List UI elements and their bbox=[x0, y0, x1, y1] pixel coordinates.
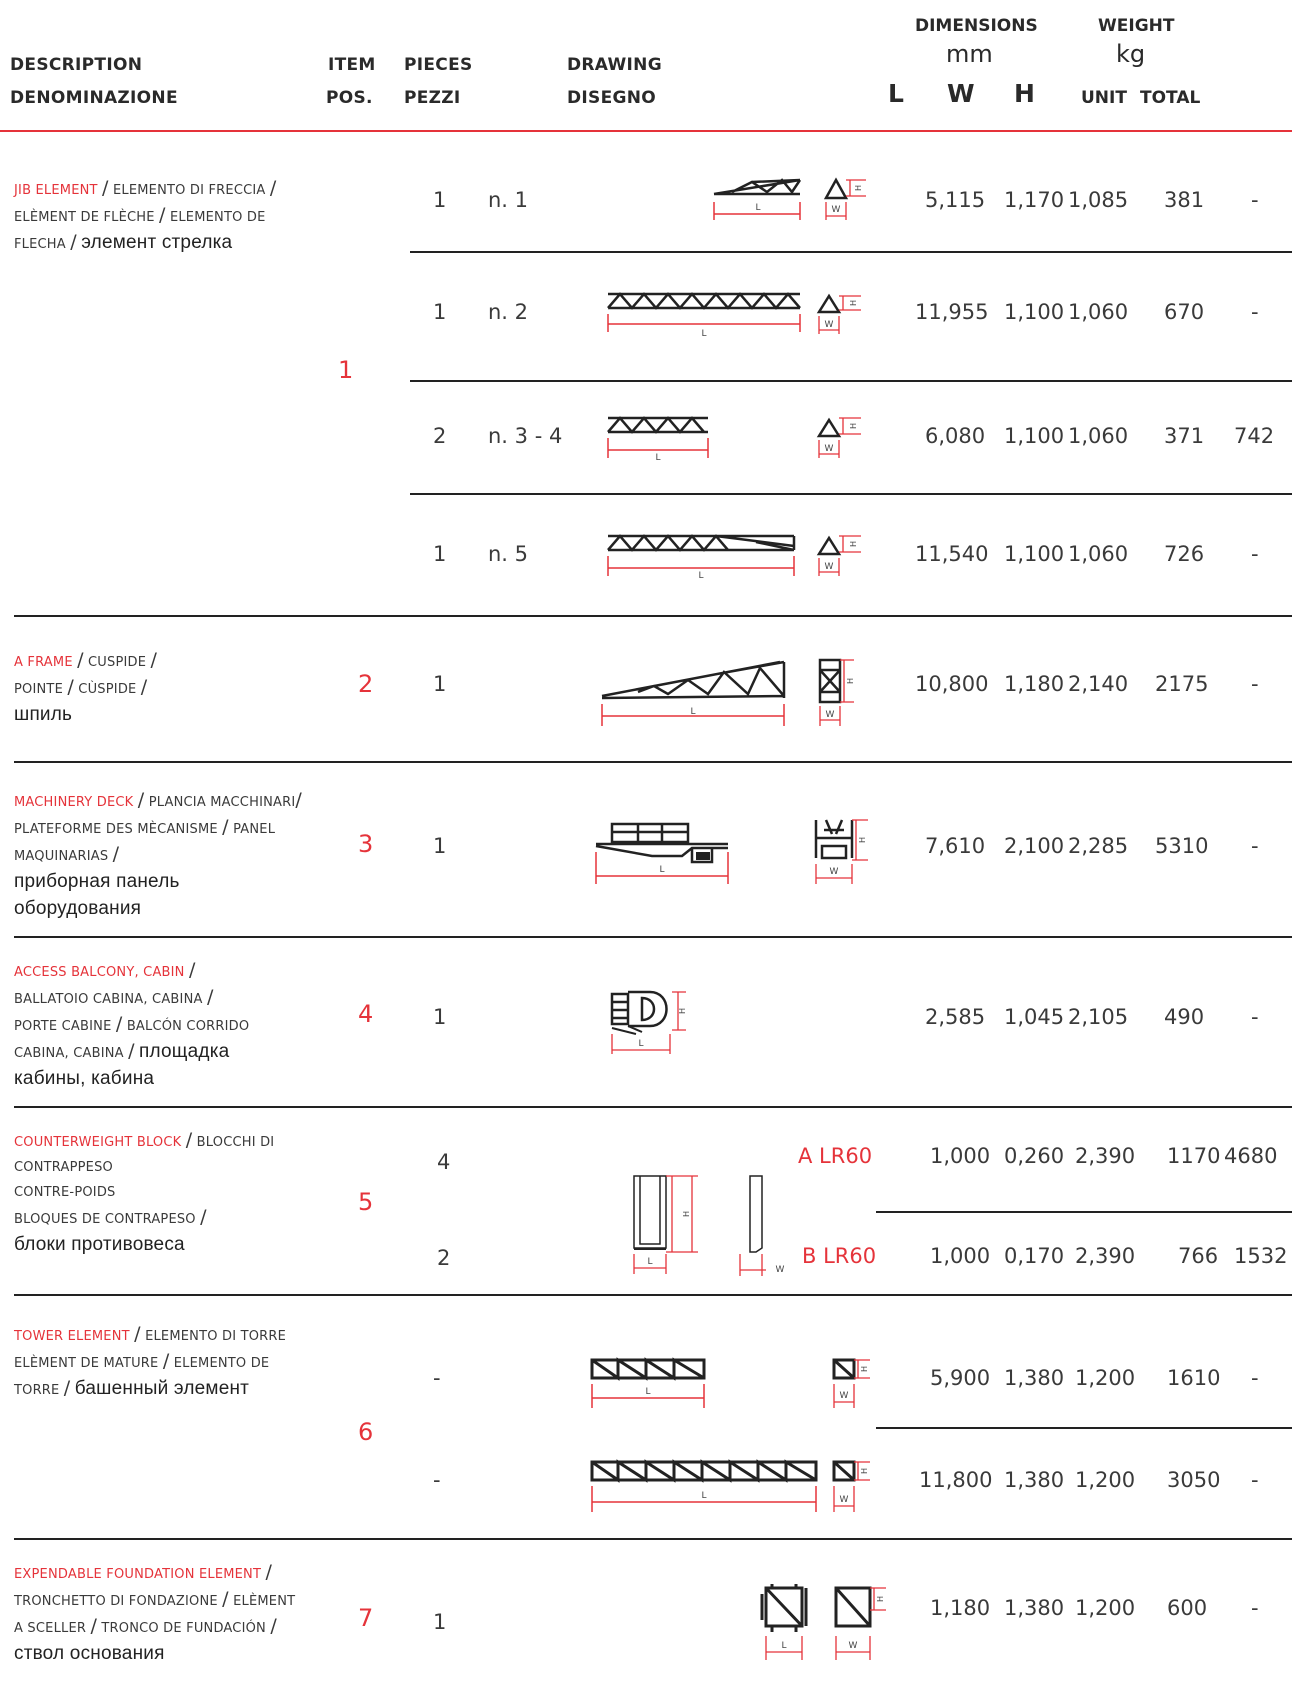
item-pos: 7 bbox=[358, 1604, 374, 1632]
height-cell: 1,060 bbox=[1068, 424, 1129, 448]
total-weight-cell: - bbox=[1251, 542, 1259, 566]
pieces-cell: 1 bbox=[433, 1005, 447, 1029]
height-cell: 2,140 bbox=[1068, 672, 1129, 696]
unit-weight-cell: 600 bbox=[1167, 1596, 1208, 1620]
svg-text:L: L bbox=[701, 329, 707, 339]
total-weight-cell: - bbox=[1251, 834, 1259, 858]
width-cell: 1,380 bbox=[1004, 1468, 1065, 1492]
ref-cell: A LR60 bbox=[798, 1144, 873, 1168]
length-cell: 11,800 bbox=[919, 1468, 993, 1492]
svg-text:L: L bbox=[645, 1387, 651, 1397]
item-divider bbox=[14, 936, 1292, 938]
svg-text:H: H bbox=[849, 422, 858, 430]
pieces-cell: 1 bbox=[433, 834, 447, 858]
a-frame-section-drawing bbox=[816, 656, 872, 728]
item-divider bbox=[14, 761, 1292, 763]
unit-weight-cell: 5310 bbox=[1155, 834, 1209, 858]
length-cell: 11,540 bbox=[915, 542, 989, 566]
svg-text:W: W bbox=[824, 320, 834, 330]
header-pos: POS. bbox=[326, 88, 373, 108]
svg-text:L: L bbox=[647, 1257, 653, 1267]
svg-text:W: W bbox=[839, 1391, 849, 1401]
svg-text:W: W bbox=[825, 710, 835, 720]
pieces-cell: 1 bbox=[433, 188, 447, 212]
pieces-cell: 2 bbox=[433, 424, 447, 448]
width-cell: 1,180 bbox=[1004, 672, 1065, 696]
item-description: MACHINERY DECK / PLANCIA MACCHINARI/ PLATEFORME DES MÈCANISME / PANEL MAQUINARIAS / приборная панель оборудования bbox=[14, 789, 302, 919]
item-description: A FRAME / CUSPIDE / POINTE / CÙSPIDE / шпиль bbox=[14, 649, 158, 725]
height-cell: 2,105 bbox=[1068, 1005, 1129, 1029]
header-weight-unit: kg bbox=[1116, 40, 1146, 68]
height-cell: 2,390 bbox=[1075, 1244, 1136, 1268]
machinery-deck-section-drawing bbox=[812, 816, 872, 886]
jib-element-5-section-drawing bbox=[815, 532, 865, 578]
header-weight: WEIGHT bbox=[1098, 16, 1175, 36]
unit-weight-cell: 670 bbox=[1164, 300, 1205, 324]
width-cell: 1,100 bbox=[1004, 542, 1065, 566]
length-cell: 1,000 bbox=[930, 1144, 991, 1168]
pieces-cell: 1 bbox=[433, 542, 447, 566]
item-description: ACCESS BALCONY, CABIN / BALLATOIO CABINA, CABINA / PORTE CABINE / BALCÓN CORRIDO CABINA, CABINA / площадка кабины, кабина bbox=[14, 959, 250, 1089]
ref-cell: B LR60 bbox=[802, 1244, 877, 1268]
machinery-deck-side-drawing bbox=[592, 816, 738, 886]
unit-weight-cell: 3050 bbox=[1167, 1468, 1221, 1492]
total-weight-cell: - bbox=[1251, 672, 1259, 696]
total-weight-cell: - bbox=[1251, 1468, 1259, 1492]
total-weight-cell: - bbox=[1251, 1005, 1259, 1029]
header-dimensions-unit: mm bbox=[946, 40, 993, 68]
length-cell: 5,900 bbox=[930, 1366, 991, 1390]
length-cell: 7,610 bbox=[925, 834, 986, 858]
total-weight-cell: 742 bbox=[1234, 424, 1275, 448]
svg-text:H: H bbox=[678, 1007, 687, 1015]
total-weight-cell: - bbox=[1251, 300, 1259, 324]
svg-text:H: H bbox=[858, 836, 867, 844]
height-cell: 1,060 bbox=[1068, 542, 1129, 566]
unit-weight-cell: 726 bbox=[1164, 542, 1205, 566]
svg-text:L: L bbox=[655, 453, 661, 463]
item-divider bbox=[14, 1294, 1292, 1296]
a-frame-side-drawing bbox=[598, 656, 788, 728]
ref-cell: n. 3 - 4 bbox=[488, 424, 563, 448]
jib-element-3-4-side-drawing bbox=[606, 414, 710, 463]
header-pieces: PIECES bbox=[404, 55, 473, 75]
width-cell: 0,260 bbox=[1004, 1144, 1065, 1168]
access-balcony-cabin-drawing bbox=[606, 984, 710, 1054]
header-pezzi: PEZZI bbox=[404, 88, 461, 108]
pieces-cell: 4 bbox=[437, 1150, 451, 1174]
total-weight-cell: 4680 bbox=[1224, 1144, 1278, 1168]
item-description: TOWER ELEMENT / ELEMENTO DI TORRE ELÈMENT DE MATURE / ELEMENTO DE TORRE / башенный элемент bbox=[14, 1323, 287, 1399]
foundation-element-side-drawing bbox=[758, 1580, 818, 1670]
svg-text:W: W bbox=[839, 1495, 849, 1505]
unit-weight-cell: 490 bbox=[1164, 1005, 1205, 1029]
svg-text:H: H bbox=[846, 677, 855, 685]
jib-element-1-side-drawing bbox=[712, 176, 802, 224]
unit-weight-cell: 1170 bbox=[1167, 1144, 1221, 1168]
header-item: ITEM bbox=[328, 55, 376, 75]
length-cell: 6,080 bbox=[925, 424, 986, 448]
header-divider bbox=[0, 130, 1292, 132]
width-cell: 0,170 bbox=[1004, 1244, 1065, 1268]
width-cell: 1,380 bbox=[1004, 1596, 1065, 1620]
item-pos: 5 bbox=[358, 1188, 374, 1216]
width-cell: 1,170 bbox=[1004, 188, 1065, 212]
svg-text:H: H bbox=[682, 1210, 691, 1218]
counterweight-block-front-drawing bbox=[630, 1172, 710, 1276]
svg-text:W: W bbox=[775, 1265, 785, 1275]
header-length: L bbox=[888, 79, 904, 108]
jib-element-1-section-drawing bbox=[822, 176, 868, 222]
svg-text:L: L bbox=[659, 865, 665, 875]
item-pos: 2 bbox=[358, 670, 374, 698]
header-unit: UNIT bbox=[1081, 88, 1127, 108]
tower-element-2-side-drawing bbox=[588, 1458, 820, 1516]
row-divider bbox=[876, 1427, 1292, 1429]
header-dimensions: DIMENSIONS bbox=[915, 16, 1038, 36]
svg-text:W: W bbox=[848, 1641, 858, 1651]
length-cell: 10,800 bbox=[915, 672, 989, 696]
ref-cell: n. 5 bbox=[488, 542, 529, 566]
height-cell: 1,200 bbox=[1075, 1596, 1136, 1620]
total-weight-cell: - bbox=[1251, 1596, 1259, 1620]
svg-text:H: H bbox=[876, 1595, 885, 1603]
header-denominazione: DENOMINAZIONE bbox=[10, 88, 178, 108]
total-weight-cell: - bbox=[1251, 1366, 1259, 1390]
header-total: TOTAL bbox=[1140, 88, 1201, 108]
length-cell: 2,585 bbox=[925, 1005, 986, 1029]
svg-text:L: L bbox=[690, 707, 696, 717]
total-weight-cell: 1532 bbox=[1234, 1244, 1288, 1268]
foundation-element-section-drawing bbox=[830, 1580, 890, 1670]
svg-text:L: L bbox=[701, 1491, 707, 1501]
row-divider bbox=[410, 493, 1292, 495]
length-cell: 11,955 bbox=[915, 300, 989, 324]
tower-element-1-side-drawing bbox=[588, 1356, 708, 1412]
total-weight-cell: - bbox=[1251, 188, 1259, 212]
jib-element-2-side-drawing bbox=[606, 290, 802, 339]
svg-text:H: H bbox=[849, 299, 858, 307]
height-cell: 1,200 bbox=[1075, 1468, 1136, 1492]
item-pos: 3 bbox=[358, 830, 374, 858]
svg-text:L: L bbox=[755, 203, 761, 213]
item-pos: 4 bbox=[358, 1000, 374, 1028]
tower-element-1-section-drawing bbox=[830, 1356, 880, 1412]
svg-text:H: H bbox=[860, 1365, 869, 1373]
pieces-cell: 1 bbox=[433, 300, 447, 324]
width-cell: 1,045 bbox=[1004, 1005, 1065, 1029]
svg-text:W: W bbox=[829, 867, 839, 877]
item-divider bbox=[14, 615, 1292, 617]
pieces-cell: - bbox=[433, 1468, 441, 1492]
item-pos: 6 bbox=[358, 1418, 374, 1446]
height-cell: 1,060 bbox=[1068, 300, 1129, 324]
svg-text:L: L bbox=[781, 1641, 787, 1651]
item-description: EXPENDABLE FOUNDATION ELEMENT / TRONCHETTO DI FONDAZIONE / ELÈMENT A SCELLER / TRONCO DE FUNDACIÓN / ствол основания bbox=[14, 1561, 296, 1664]
unit-weight-cell: 766 bbox=[1178, 1244, 1219, 1268]
pieces-cell: 2 bbox=[437, 1246, 451, 1270]
svg-text:L: L bbox=[638, 1039, 644, 1049]
height-cell: 2,390 bbox=[1075, 1144, 1136, 1168]
row-divider bbox=[410, 380, 1292, 382]
length-cell: 1,180 bbox=[930, 1596, 991, 1620]
height-cell: 1,085 bbox=[1068, 188, 1129, 212]
counterweight-block-side-drawing bbox=[736, 1172, 796, 1276]
ref-cell: n. 1 bbox=[488, 188, 529, 212]
header-drawing: DRAWING bbox=[567, 55, 662, 75]
width-cell: 1,380 bbox=[1004, 1366, 1065, 1390]
header-height: H bbox=[1014, 79, 1035, 108]
svg-text:H: H bbox=[854, 184, 863, 192]
item-description: JIB ELEMENT / ELEMENTO DI FRECCIA / ELÈMENT DE FLÈCHE / ELEMENTO DE FLECHA / элемент стрелка bbox=[14, 177, 277, 253]
item-divider bbox=[14, 1106, 1292, 1108]
ref-cell: n. 2 bbox=[488, 300, 529, 324]
item-pos: 1 bbox=[338, 356, 354, 384]
jib-element-2-section-drawing bbox=[815, 292, 865, 336]
row-divider bbox=[410, 251, 1292, 253]
item-divider bbox=[14, 1538, 1292, 1540]
svg-text:W: W bbox=[831, 205, 841, 215]
item-description: COUNTERWEIGHT BLOCK / BLOCCHI DI CONTRAPPESO CONTRE-POIDS BLOQUES DE CONTRAPESO / блоки противовеса bbox=[14, 1129, 275, 1255]
svg-text:H: H bbox=[860, 1467, 869, 1475]
length-cell: 5,115 bbox=[925, 188, 986, 212]
svg-text:W: W bbox=[824, 444, 834, 454]
header-disegno: DISEGNO bbox=[567, 88, 657, 108]
pieces-cell: 1 bbox=[433, 1610, 447, 1634]
pieces-cell: 1 bbox=[433, 672, 447, 696]
length-cell: 1,000 bbox=[930, 1244, 991, 1268]
tower-element-2-section-drawing bbox=[830, 1458, 880, 1516]
unit-weight-cell: 2175 bbox=[1155, 672, 1209, 696]
jib-element-5-side-drawing bbox=[606, 532, 796, 581]
unit-weight-cell: 381 bbox=[1164, 188, 1205, 212]
unit-weight-cell: 1610 bbox=[1167, 1366, 1221, 1390]
header-description: DESCRIPTION bbox=[10, 55, 143, 75]
svg-text:H: H bbox=[849, 540, 858, 548]
width-cell: 1,100 bbox=[1004, 300, 1065, 324]
header-width: W bbox=[947, 79, 975, 108]
width-cell: 1,100 bbox=[1004, 424, 1065, 448]
unit-weight-cell: 371 bbox=[1164, 424, 1205, 448]
svg-text:L: L bbox=[698, 571, 704, 581]
width-cell: 2,100 bbox=[1004, 834, 1065, 858]
pieces-cell: - bbox=[433, 1366, 441, 1390]
jib-element-3-4-section-drawing bbox=[815, 414, 865, 460]
svg-text:W: W bbox=[824, 562, 834, 572]
row-divider bbox=[876, 1211, 1292, 1213]
height-cell: 1,200 bbox=[1075, 1366, 1136, 1390]
height-cell: 2,285 bbox=[1068, 834, 1129, 858]
